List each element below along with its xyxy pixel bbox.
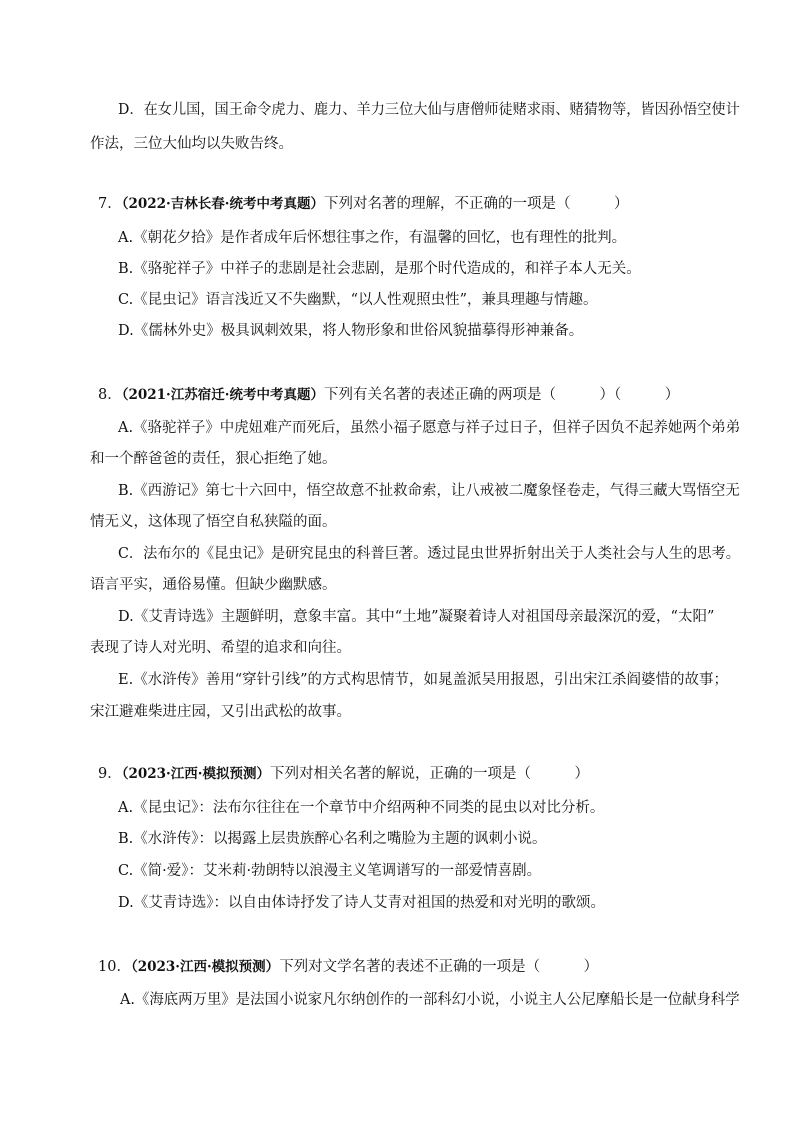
q7-option-d: D.《儒林外史》极具讽刺效果，将人物形象和世俗风貌描摹得形神兼备。	[118, 323, 584, 339]
q9-number: 9．	[98, 766, 122, 782]
q9-option-a: A.《昆虫记》：法布尔往往在一个章节中介绍两种不同类的昆虫以对比分析。	[118, 800, 605, 816]
q8-option-a-line2: 和一个醉爸爸的责任，狠心拒绝了她。	[90, 451, 337, 467]
q8-option-e-line2: 宋江避难柴进庄园，又引出武松的故事。	[90, 704, 351, 720]
q9-option-d: D.《艾青诗选》：以自由体诗抒发了诗人艾青对祖国的热爱和对光明的歌颂。	[118, 895, 605, 911]
q7-source: （2022·吉林长春·统考中考真题）	[121, 196, 324, 212]
q7-number: 7．	[98, 196, 122, 212]
q8-option-b-line1: B.《西游记》第七十六回中，悟空故意不扯救命索，让八戒被二魔象怪卷走，气得三藏大骂悟空无	[118, 483, 740, 499]
q7-option-b: B.《骆驼祥子》中祥子的悲剧是社会悲剧，是那个时代造成的，和祥子本人无关。	[118, 261, 641, 277]
q6-option-d-line1: D．在女儿国，国王命令虎力、鹿力、羊力三位大仙与唐僧师徒赌求雨、赌猜物等，皆因孙悟空使计	[118, 102, 740, 118]
q8-option-c-line2: 语言平实，通俗易懂。但缺少幽默感。	[90, 577, 337, 593]
q9-option-c: C.《简·爱》：艾米莉·勃朗特以浪漫主义笔调谱写的一部爱情喜剧。	[118, 863, 542, 879]
q6-option-d-line2: 作法，三位大仙均以失败告终。	[90, 136, 293, 152]
q10-option-a-line1: A.《海底两万里》是法国小说家凡尔纳创作的一部科幻小说，小说主人公尼摩船长是一位献身科学	[120, 992, 740, 1008]
q8-stem: 下列有关名著的表述正确的两项是（ ）（ ）	[323, 387, 680, 403]
q8-option-a-line1: A.《骆驼祥子》中虎妞难产而死后，虽然小福子愿意与祥子过日子，但祥子因负不起养她两个弟弟	[118, 420, 741, 436]
q8-number: 8．	[98, 387, 122, 403]
q8-option-b-line2: 情无义，这体现了悟空自私狭隘的面。	[90, 514, 337, 530]
q8-option-e-line1: E.《水浒传》善用“穿针引线”的方式构思情节，如晁盖派吴用报恩，引出宋江杀阎婆惜的故事；	[118, 672, 729, 688]
q10-heading	[98, 957, 598, 977]
q9-option-b: B.《水浒传》：以揭露上层贵族醉心名利之嘴脸为主题的讽刺小说。	[118, 831, 547, 847]
q8-heading	[98, 385, 679, 405]
q7-option-a: A.《朝花夕拾》是作者成年后怀想往事之作，有温馨的回忆，也有理性的批判。	[118, 230, 627, 246]
q8-option-c-line1: C．法布尔的《昆虫记》是研究昆虫的科普巨著。透过昆虫世界折射出关于人类社会与人生的思考。	[118, 546, 740, 562]
q10-number: 10．	[98, 959, 131, 975]
q9-source: （2023·江西·模拟预测）	[121, 766, 270, 782]
q7-option-c: C.《昆虫记》语言浅近又不失幽默，“以人性观照虫性”，兼具理趣与情趣。	[118, 292, 598, 308]
q7-stem: 下列对名著的理解，不正确的一项是（ ）	[323, 196, 629, 212]
q8-source: （2021·江苏宿迁·统考中考真题）	[121, 387, 324, 403]
q9-stem: 下列对相关名著的解说，正确的一项是（ ）	[269, 766, 589, 782]
q10-source: （2023·江西·模拟预测）	[130, 959, 280, 975]
q8-option-d-line2: 表现了诗人对光明、希望的追求和向往。	[90, 640, 351, 656]
q9-heading	[98, 764, 589, 784]
q10-stem: 下列对文学名著的表述不正确的一项是（ ）	[279, 959, 599, 975]
q8-option-d-line1: D.《艾青诗选》主题鲜明，意象丰富。其中“土地”凝聚着诗人对祖国母亲最深沉的爱，“太阳”	[118, 609, 715, 625]
q7-heading	[98, 194, 628, 214]
